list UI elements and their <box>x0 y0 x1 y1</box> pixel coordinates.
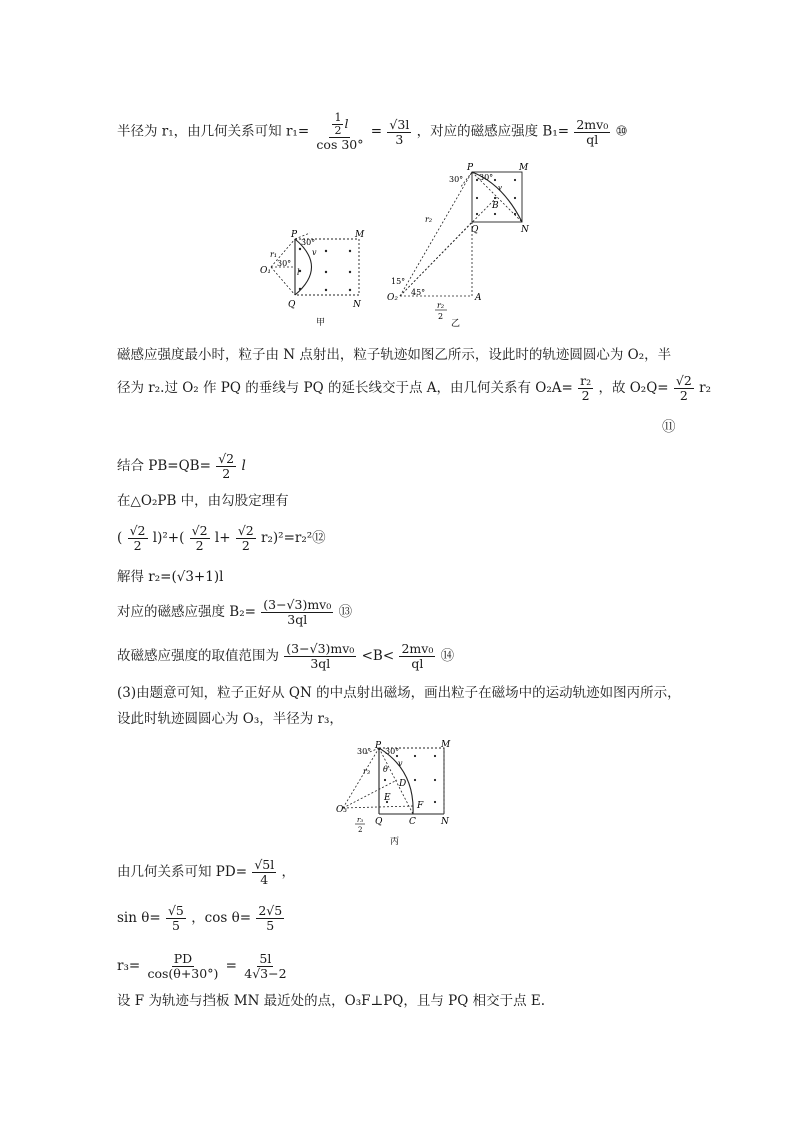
line-13: sin θ= $\frac{√5}{5}$ ，cos θ= $\frac{2√5}{5}$ <box>117 903 283 933</box>
label-Q: Q <box>375 817 383 827</box>
line-5: 在△O₂PB 中，由勾股定理有 <box>117 493 289 509</box>
line-6: ( $\frac{√2}{2}$ l)²+( $\frac{√2}{2}$ l+ $\frac{√2}{2}$ r₂)²=r₂²⑫ <box>117 523 326 553</box>
line-10: (3)由题意可知，粒子正好从 QN 的中点射出磁场，画出粒子在磁场中的运动轨迹如图丙所示， <box>117 685 681 701</box>
label-D: D <box>399 779 407 789</box>
label-O1: O₁ <box>260 266 271 276</box>
label-theta: θ <box>383 765 388 774</box>
label-15: 15° <box>391 277 406 286</box>
label-C: C <box>409 817 416 827</box>
label-30-top: 30° <box>385 747 400 756</box>
text: 半径为 r₁，由几何关系可知 r₁= <box>117 123 310 140</box>
label-M: M <box>441 740 451 750</box>
label-B: B <box>492 201 499 211</box>
line-12: 由几何关系可知 PD= $\frac{√5l}{4}$ ， <box>117 857 296 887</box>
label-v: v <box>312 248 317 257</box>
label-P: P <box>467 163 474 173</box>
label-30-left: 30° <box>357 747 372 756</box>
label-r3: r₃ <box>363 767 371 776</box>
line-4: 结合 PB=QB= $\frac{√2}{2}$ l <box>117 451 246 481</box>
label-M: M <box>355 230 365 240</box>
label-r2-frac-top: r₂ <box>437 301 445 310</box>
fraction-sqrt3l: $\frac{√3l}{3}$ <box>389 116 410 147</box>
label-O3: O₃ <box>336 805 347 815</box>
label-N: N <box>521 225 529 235</box>
line-2: 磁感应强度最小时，粒子由 N 点射出，粒子轨迹如图乙所示，设此时的轨迹圆圆心为 O₂，半 <box>117 347 672 363</box>
fraction-r1: $\frac{1}{2}$ l cos 30° <box>316 111 364 152</box>
figure-bing <box>335 740 465 848</box>
label-45: 45° <box>411 288 426 297</box>
line-3: 径为 r₂.过 O₂ 作 PQ 的垂线与 PQ 的延长线交于点 A，由几何关系有 O₂A= $\frac{\text{r₂}}{2}$ ，故 O₂Q= $\frac{√2}{2}$ r₂ <box>117 373 711 403</box>
caption-yi: 乙 <box>451 319 461 329</box>
label-v: v <box>398 759 403 768</box>
caption-bing: 丙 <box>390 837 400 847</box>
label-N: N <box>353 300 361 310</box>
caption-jia: 甲 <box>316 318 326 328</box>
label-r3-frac-top: r₃ <box>357 816 364 824</box>
label-30-top: 30° <box>479 173 494 182</box>
fraction-B1: $\frac{\text{2mv₀}}{ql}$ <box>576 116 609 147</box>
label-30-top: 30° <box>301 238 316 247</box>
label-r3-frac-bot: 2 <box>358 826 363 834</box>
line-8: 对应的磁感应强度 B₂= $\frac{\text{(3−√3)mv₀}}{3ql}$ ⑬ <box>117 597 353 627</box>
label-30-left: 30° <box>277 259 292 268</box>
line-15: 设 F 为轨迹与挡板 MN 最近处的点，O₃F⊥PQ，且与 PQ 相交于点 E. <box>117 993 546 1009</box>
figure-jia <box>258 225 368 330</box>
label-r2-frac-bot: 2 <box>438 312 444 321</box>
label-l: l <box>297 268 300 277</box>
label-r2: r₂ <box>425 215 433 224</box>
figure-yi <box>385 158 535 333</box>
marker-11: ⑪ <box>662 419 676 435</box>
label-Q: Q <box>288 300 296 310</box>
label-v: v <box>498 184 502 192</box>
label-P: P <box>375 741 382 751</box>
label-E: E <box>384 793 391 803</box>
label-Q: Q <box>471 225 479 235</box>
line-9: 故磁感应强度的取值范围为 $\frac{\text{(3−√3)mv₀}}{3ql}$ <B< $\frac{\text{2mv₀}}{ql}$ ⑭ <box>117 641 455 671</box>
label-F: F <box>417 801 424 811</box>
line-r1: 半径为 r₁，由几何关系可知 r₁= $\frac{1}{2}$ l cos 30° = $\frac{√3l}{3}$ ，对应的磁感应强度 B₁= $\frac{\text{2mv₀}}{ql}$ ⑩ <box>117 111 628 152</box>
label-r1: r₁ <box>270 250 278 259</box>
label-M: M <box>519 163 529 173</box>
label-O2: O₂ <box>387 293 398 303</box>
line-14: r₃= $\frac{PD}{\cos(\theta+30^\circ)}$ = $\frac{5l}{4√3-2}$ <box>117 951 287 981</box>
label-30-left: 30° <box>449 175 464 184</box>
line-11: 设此时轨迹圆圆心为 O₃，半径为 r₃， <box>117 711 343 727</box>
label-N: N <box>441 817 449 827</box>
line-7: 解得 r₂=(√3+1)l <box>117 569 224 585</box>
label-P: P <box>291 230 298 240</box>
label-A: A <box>475 293 482 303</box>
